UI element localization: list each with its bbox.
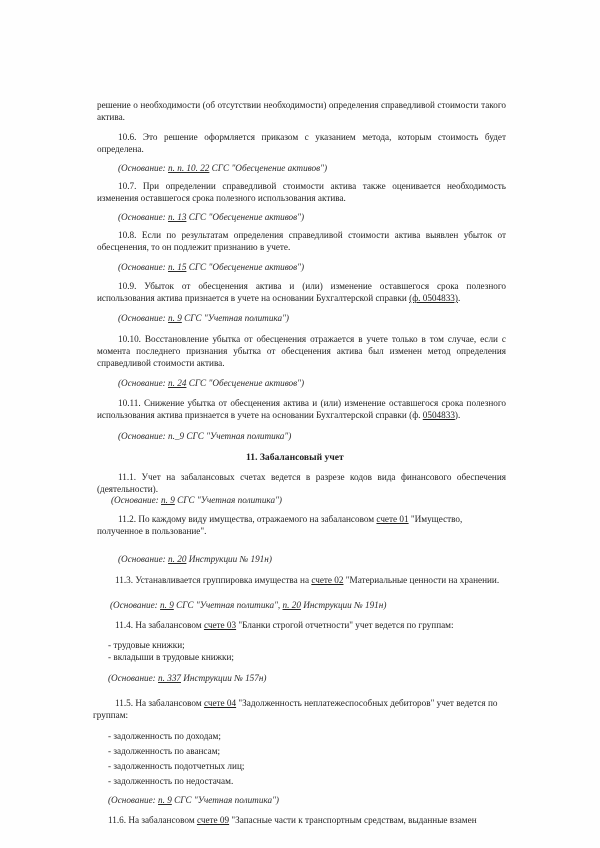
form-reference-link[interactable]: (ф. 0504833) bbox=[409, 293, 458, 303]
paragraph-line: обесценения, то он подлежит признанию в учете. bbox=[97, 242, 291, 252]
basis-note bbox=[118, 261, 304, 273]
text-segment: ). bbox=[454, 410, 461, 420]
basis-prefix: (Основание: bbox=[118, 212, 169, 222]
paragraph-11-3 bbox=[115, 574, 499, 586]
paragraph-line: момента последнего признания убытка от обесценения актива был изменен метод определения bbox=[97, 346, 506, 356]
list-item: - задолженность подотчетных лиц; bbox=[108, 761, 245, 771]
text-segment: использования актива признается в учете на основании Бухгалтерской справки (ф. bbox=[97, 410, 423, 420]
basis-note bbox=[118, 377, 304, 389]
text-segment: 11.5. На забалансовом bbox=[115, 698, 204, 708]
list-item: - задолженность по доходам; bbox=[108, 731, 221, 741]
basis-reference-link[interactable]: п. 9 bbox=[168, 313, 182, 323]
basis-suffix: СГС "Обесценение активов") bbox=[209, 163, 328, 173]
list-item: - задолженность по авансам; bbox=[108, 746, 221, 756]
basis-reference-link[interactable]: п. 20 bbox=[282, 600, 301, 610]
basis-note bbox=[111, 494, 282, 506]
account-reference-link[interactable]: счете 03 bbox=[203, 620, 237, 630]
basis-reference-link[interactable]: п. 9 bbox=[158, 795, 172, 805]
text-segment: "Материальные ценности на хранении. bbox=[343, 575, 500, 585]
paragraph-10-10: 10.10. Восстановление убытка от обесценения отражается в учете только в том случае, если с bbox=[118, 334, 506, 344]
paragraph-line: актива. bbox=[97, 112, 125, 122]
basis-suffix: Инструкции № 191н) bbox=[300, 600, 387, 610]
text-segment: 11.3. Устанавливается группировка имущества на bbox=[115, 575, 312, 585]
basis-prefix: (Основание: bbox=[118, 313, 169, 323]
text-segment: "Задолженность неплатежеспособных дебиторов" учет ведется по bbox=[236, 698, 498, 708]
basis-prefix: (Основание: bbox=[110, 600, 161, 610]
basis-reference-link[interactable]: п. 20 bbox=[168, 554, 187, 564]
paragraph-line: справедливой стоимости актива. bbox=[97, 358, 225, 368]
basis-reference-link[interactable]: п. 15 bbox=[168, 262, 187, 272]
list-item: - задолженность по недостачам. bbox=[108, 776, 234, 786]
basis-suffix: Инструкции № 157н) bbox=[181, 673, 267, 683]
text-segment: 11.2. По каждому виду имущества, отражаемого на забалансовом bbox=[118, 514, 377, 524]
paragraph-line bbox=[97, 409, 460, 421]
paragraph-line: (деятельности). bbox=[97, 484, 159, 494]
paragraph-10-11: 10.11. Снижение убытка от обесценения актива и (или) изменение оставшегося срока полезного bbox=[118, 398, 506, 408]
account-reference-link[interactable]: счете 04 bbox=[203, 698, 237, 708]
basis-prefix: (Основание: bbox=[111, 495, 162, 505]
basis-note bbox=[118, 553, 272, 565]
account-reference-link[interactable]: счете 09 bbox=[196, 815, 230, 825]
paragraph-line: решение о необходимости (об отсутствии необходимости) определения справедливой стоимости такого bbox=[97, 100, 506, 110]
form-reference-link[interactable]: 0504833 bbox=[422, 410, 455, 420]
paragraph-line bbox=[97, 292, 460, 304]
basis-note: (Основание: п._9 СГС "Учетная политика") bbox=[118, 431, 292, 441]
basis-middle: СГС "Учетная политика", bbox=[173, 600, 283, 610]
basis-suffix: СГС "Обесценение активов") bbox=[186, 262, 305, 272]
basis-reference-link[interactable]: п. 9 bbox=[160, 600, 174, 610]
paragraph-10-7: 10.7. При определении справедливой стоимости актива также оценивается необходимость bbox=[118, 181, 506, 191]
basis-reference-link[interactable]: п. 24 bbox=[168, 378, 187, 388]
basis-prefix: (Основание: bbox=[108, 795, 159, 805]
paragraph-11-6 bbox=[108, 814, 477, 826]
basis-reference-link[interactable]: п. п. 10. 22 bbox=[168, 163, 210, 173]
text-segment: "Имущество, bbox=[408, 514, 463, 524]
section-heading: 11. Забалансовый учет bbox=[246, 452, 344, 463]
paragraph-line: изменения оставшегося срока полезного использования актива. bbox=[97, 193, 346, 203]
basis-suffix: СГС "Учетная политика") bbox=[171, 795, 279, 805]
account-reference-link[interactable]: счете 02 bbox=[311, 575, 344, 585]
basis-prefix: (Основание: bbox=[108, 673, 159, 683]
basis-suffix: СГС "Учетная политика") bbox=[181, 313, 289, 323]
paragraph-11-5 bbox=[115, 697, 497, 709]
basis-suffix: СГС "Обесценение активов") bbox=[186, 378, 305, 388]
paragraph-11-1: 11.1. Учет на забалансовых счетах ведется в разрезе кодов вида финансового обеспечения bbox=[118, 472, 506, 482]
basis-suffix: Инструкции № 191н) bbox=[186, 554, 272, 564]
basis-prefix: (Основание: bbox=[118, 554, 169, 564]
basis-note bbox=[108, 672, 267, 684]
paragraph-line: полученное в пользование". bbox=[97, 526, 207, 536]
basis-note bbox=[118, 211, 304, 223]
text-segment: "Запасные части к транспортным средствам, выданные взамен bbox=[229, 815, 477, 825]
basis-suffix: СГС "Учетная политика") bbox=[174, 495, 282, 505]
text-segment: 11.6. На забалансовом bbox=[108, 815, 197, 825]
paragraph-11-4 bbox=[115, 619, 454, 631]
text-segment: использования актива признается в учете на основании Бухгалтерской справки bbox=[97, 293, 410, 303]
text-segment: . bbox=[457, 293, 461, 303]
basis-suffix: СГС "Обесценение активов") bbox=[186, 212, 305, 222]
account-reference-link[interactable]: счете 01 bbox=[376, 514, 409, 524]
basis-note bbox=[118, 162, 327, 174]
paragraph-10-6: 10.6. Это решение оформляется приказом с указанием метода, которым стоимость будет bbox=[118, 132, 506, 142]
paragraph-10-9: 10.9. Убыток от обесценения актива и (или) изменение оставшегося срока полезного bbox=[118, 281, 506, 291]
basis-prefix: (Основание: bbox=[118, 262, 169, 272]
basis-prefix: (Основание: bbox=[118, 378, 169, 388]
paragraph-10-8: 10.8. Если по результатам определения справедливой стоимости актива выявлен убыток от bbox=[118, 230, 506, 240]
basis-prefix: (Основание: bbox=[118, 163, 169, 173]
list-item: - вкладыши в трудовые книжки; bbox=[108, 652, 234, 662]
basis-reference-link[interactable]: п. 337 bbox=[158, 673, 181, 683]
paragraph-11-2 bbox=[118, 513, 462, 525]
paragraph-line: группам: bbox=[93, 710, 129, 720]
paragraph-line: определена. bbox=[97, 144, 144, 154]
basis-reference-link[interactable]: п. 13 bbox=[168, 212, 187, 222]
basis-reference-link[interactable]: п. 9 bbox=[161, 495, 175, 505]
text-segment: "Бланки строгой отчетности" учет ведется по группам: bbox=[236, 620, 454, 630]
text-segment: 11.4. На забалансовом bbox=[115, 620, 204, 630]
basis-note bbox=[110, 599, 386, 611]
list-item: - трудовые книжки; bbox=[108, 640, 185, 650]
basis-note bbox=[108, 794, 279, 806]
basis-note bbox=[118, 312, 289, 324]
